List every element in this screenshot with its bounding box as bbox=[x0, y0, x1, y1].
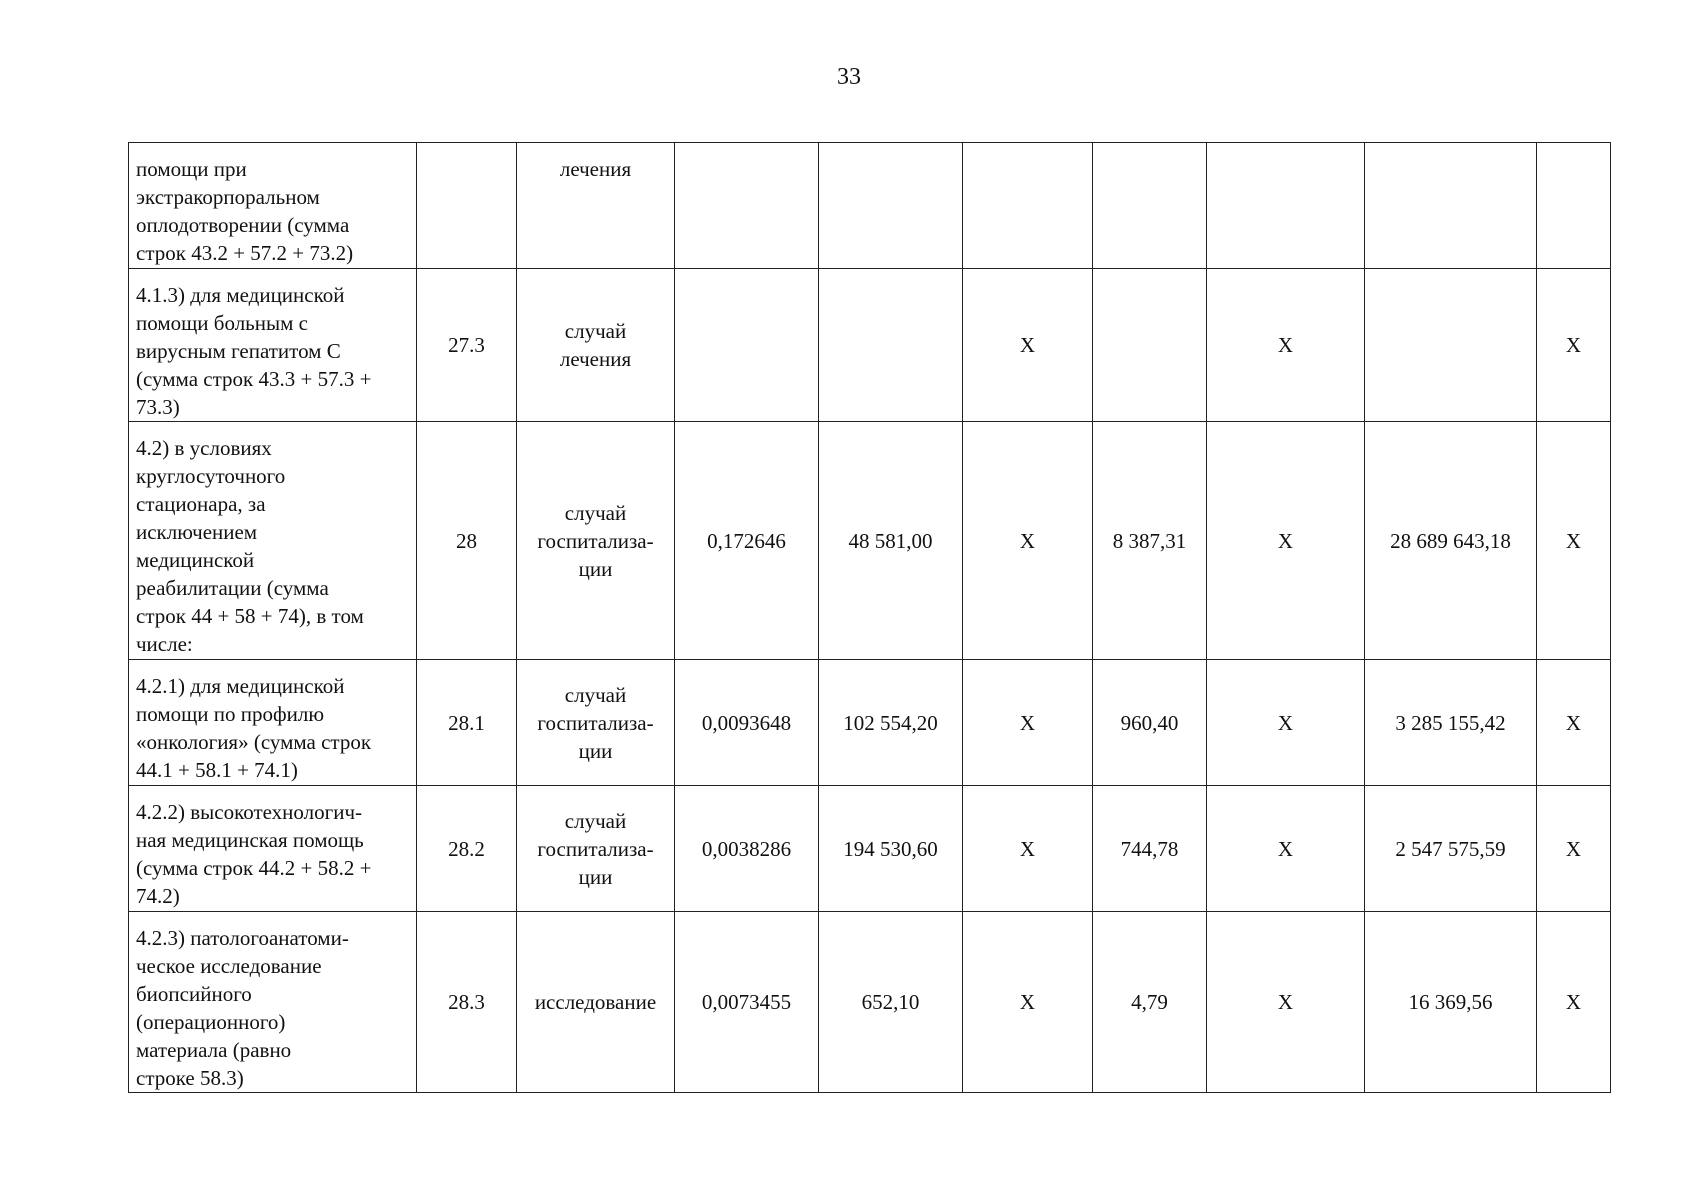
total-cell: 28 689 643,18 bbox=[1365, 422, 1537, 660]
norm-cell: 0,0038286 bbox=[675, 786, 819, 912]
per-capita-cell: 8 387,31 bbox=[1093, 422, 1207, 660]
table-row bbox=[129, 660, 1611, 786]
unit-cell bbox=[517, 269, 675, 422]
total-cell bbox=[1365, 143, 1537, 269]
x-mark-cell bbox=[963, 143, 1093, 269]
x-mark-cell: X bbox=[1207, 912, 1365, 1093]
x-mark-cell: X bbox=[963, 269, 1093, 422]
indicator-name-line: экстракорпоральном bbox=[136, 185, 320, 209]
unit-cell bbox=[517, 660, 675, 786]
indicator-name-line: ческое исследование bbox=[136, 954, 322, 978]
indicator-name-line: помощи при bbox=[136, 157, 247, 181]
indicator-name-line: помощи больным с bbox=[136, 311, 308, 335]
unit-cell bbox=[517, 143, 675, 269]
indicator-name-line: реабилитации (сумма bbox=[136, 576, 329, 600]
cost-cell: 194 530,60 bbox=[819, 786, 963, 912]
cost-cell: 102 554,20 bbox=[819, 660, 963, 786]
unit-line: госпитализа- bbox=[537, 836, 654, 861]
line-number-cell: 28.3 bbox=[417, 912, 517, 1093]
table-row bbox=[129, 912, 1611, 1093]
indicator-name-line: 4.2.2) высокотехнологич- bbox=[136, 800, 363, 824]
indicator-name-line: 73.3) bbox=[136, 395, 180, 419]
indicator-name-cell bbox=[129, 912, 417, 1093]
cost-cell bbox=[819, 143, 963, 269]
indicator-name-line: строк 43.2 + 57.2 + 73.2) bbox=[136, 241, 354, 265]
unit-line: ции bbox=[578, 738, 613, 763]
per-capita-cell: 960,40 bbox=[1093, 660, 1207, 786]
table-row bbox=[129, 422, 1611, 660]
unit-line: ции bbox=[578, 864, 613, 889]
unit-line: исследование bbox=[534, 990, 657, 1014]
x-mark-cell: X bbox=[1207, 422, 1365, 660]
x-mark-cell bbox=[1537, 143, 1611, 269]
indicator-name-line: круглосуточного bbox=[136, 464, 286, 488]
norm-cell: 0,172646 bbox=[675, 422, 819, 660]
norm-cell: 0,0073455 bbox=[675, 912, 819, 1093]
x-mark-cell: X bbox=[1207, 786, 1365, 912]
cost-cell bbox=[819, 269, 963, 422]
indicator-name-cell bbox=[129, 143, 417, 269]
unit-line: случай bbox=[564, 319, 627, 343]
unit-line: ции bbox=[578, 556, 613, 581]
line-number-cell: 28.2 bbox=[417, 786, 517, 912]
total-cell bbox=[1365, 269, 1537, 422]
per-capita-cell: 4,79 bbox=[1093, 912, 1207, 1093]
indicator-name-line: вирусным гепатитом С bbox=[136, 339, 341, 363]
indicator-name-line: помощи по профилю bbox=[136, 702, 325, 726]
data-table bbox=[128, 142, 1611, 1093]
indicator-name-line: материала (равно bbox=[136, 1038, 292, 1062]
x-mark-cell: X bbox=[1537, 660, 1611, 786]
per-capita-cell bbox=[1093, 269, 1207, 422]
table-row bbox=[129, 269, 1611, 422]
x-mark-cell: X bbox=[1537, 786, 1611, 912]
indicator-name-cell bbox=[129, 660, 417, 786]
indicator-name-line: 44.1 + 58.1 + 74.1) bbox=[136, 758, 298, 782]
indicator-name-cell bbox=[129, 269, 417, 422]
indicator-name-cell bbox=[129, 786, 417, 912]
table-row bbox=[129, 143, 1611, 269]
total-cell: 16 369,56 bbox=[1365, 912, 1537, 1093]
page-number: 33 bbox=[837, 64, 861, 90]
indicator-name-line: 74.2) bbox=[136, 884, 180, 908]
unit-line: случай bbox=[564, 682, 627, 707]
norm-cell bbox=[675, 269, 819, 422]
indicator-name-cell bbox=[129, 422, 417, 660]
total-cell: 3 285 155,42 bbox=[1365, 660, 1537, 786]
x-mark-cell: X bbox=[1537, 269, 1611, 422]
indicator-name-line: 4.2.3) патологоанатоми- bbox=[136, 926, 349, 950]
x-mark-cell: X bbox=[963, 912, 1093, 1093]
unit-line: лечения bbox=[559, 347, 632, 371]
total-cell: 2 547 575,59 bbox=[1365, 786, 1537, 912]
indicator-name-line: биопсийного bbox=[136, 982, 252, 1006]
indicator-name-line: ная медицинская помощь bbox=[136, 828, 364, 852]
unit-line: случай bbox=[564, 808, 627, 833]
per-capita-cell: 744,78 bbox=[1093, 786, 1207, 912]
indicator-name-line: строк 44 + 58 + 74), в том bbox=[136, 604, 364, 628]
indicator-name-line: 4.2) в условиях bbox=[136, 436, 272, 460]
line-number-cell: 28 bbox=[417, 422, 517, 660]
x-mark-cell: X bbox=[963, 422, 1093, 660]
unit-line: госпитализа- bbox=[537, 528, 654, 553]
unit-line: случай bbox=[564, 500, 627, 525]
indicator-name-line: оплодотворении (сумма bbox=[136, 213, 350, 237]
indicator-name-line: строке 58.3) bbox=[136, 1066, 244, 1090]
indicator-name-line: «онкология» (сумма строк bbox=[136, 730, 372, 754]
x-mark-cell: X bbox=[1537, 912, 1611, 1093]
norm-cell: 0,0093648 bbox=[675, 660, 819, 786]
unit-line: госпитализа- bbox=[537, 710, 654, 735]
line-number-cell bbox=[417, 143, 517, 269]
cost-cell: 652,10 bbox=[819, 912, 963, 1093]
norm-cell bbox=[675, 143, 819, 269]
indicator-name-line: 4.2.1) для медицинской bbox=[136, 674, 345, 698]
x-mark-cell: X bbox=[1207, 660, 1365, 786]
line-number-cell: 27.3 bbox=[417, 269, 517, 422]
unit-cell bbox=[517, 786, 675, 912]
unit-cell bbox=[517, 912, 675, 1093]
indicator-name-line: 4.1.3) для медицинской bbox=[136, 283, 345, 307]
x-mark-cell: X bbox=[1207, 269, 1365, 422]
x-mark-cell: X bbox=[1537, 422, 1611, 660]
cost-cell: 48 581,00 bbox=[819, 422, 963, 660]
x-mark-cell: X bbox=[963, 660, 1093, 786]
x-mark-cell bbox=[1207, 143, 1365, 269]
indicator-name-line: стационара, за bbox=[136, 492, 266, 516]
indicator-name-line: числе: bbox=[136, 632, 193, 656]
indicator-name-line: (операционного) bbox=[136, 1010, 286, 1034]
table-body bbox=[129, 143, 1611, 1093]
table-row bbox=[129, 786, 1611, 912]
indicator-name-line: (сумма строк 44.2 + 58.2 + bbox=[136, 856, 372, 880]
indicator-name-line: медицинской bbox=[136, 548, 255, 572]
unit-cell bbox=[517, 422, 675, 660]
line-number-cell: 28.1 bbox=[417, 660, 517, 786]
indicator-name-line: исключением bbox=[136, 520, 258, 544]
per-capita-cell bbox=[1093, 143, 1207, 269]
indicator-name-line: (сумма строк 43.3 + 57.3 + bbox=[136, 367, 372, 391]
unit-line: лечения bbox=[559, 157, 632, 181]
x-mark-cell: X bbox=[963, 786, 1093, 912]
